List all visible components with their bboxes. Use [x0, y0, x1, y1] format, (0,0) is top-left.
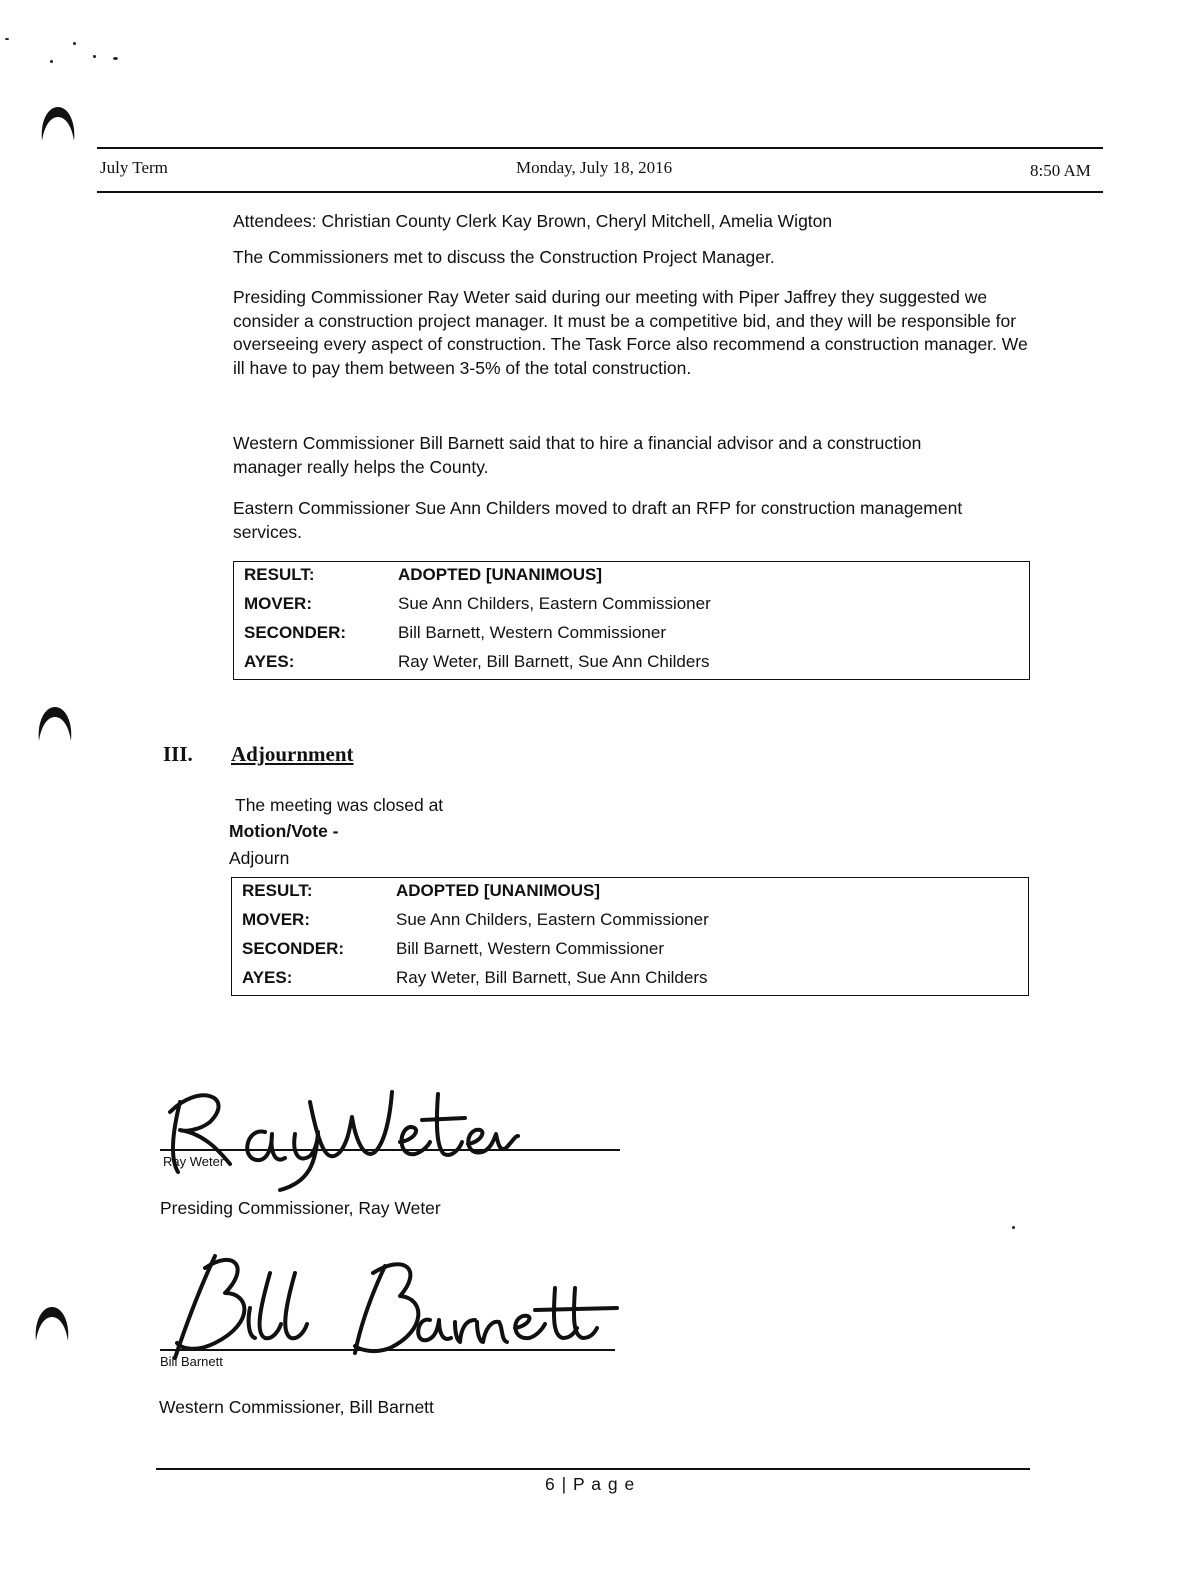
result-label: RESULT:: [242, 881, 313, 900]
footer-rule: [156, 1468, 1030, 1470]
section-title: Adjournment: [231, 742, 354, 766]
scan-speck: [93, 55, 96, 58]
ayes-value: Ray Weter, Bill Barnett, Sue Ann Childers: [398, 652, 710, 671]
ayes-label: AYES:: [244, 652, 295, 671]
result-value: ADOPTED [UNANIMOUS]: [396, 881, 600, 900]
header-term: July Term: [100, 158, 168, 177]
header-date: Monday, July 18, 2016: [516, 158, 673, 177]
childers-motion: Eastern Commissioner Sue Ann Childers moved to draft an RFP for construction management services.: [233, 498, 963, 542]
header-rule-top: [97, 147, 1103, 149]
weter-statement: Presiding Commissioner Ray Weter said during our meeting with Piper Jaffrey they suggested we consider a construction project manager. It must be a competitive bid, and they will be responsible for overseeing every aspect of construction. The Task Force also recommend a construction manager. We ill have to pay them between 3-5% of the total construction.: [233, 287, 1028, 378]
result-value: ADOPTED [UNANIMOUS]: [398, 565, 602, 584]
seconder-value: Bill Barnett, Western Commissioner: [398, 623, 666, 642]
mover-label: MOVER:: [244, 594, 312, 613]
intro-text: The Commissioners met to discuss the Construction Project Manager.: [233, 247, 775, 267]
adjourn-label: Adjourn: [229, 848, 290, 868]
page-separator: |: [561, 1474, 568, 1494]
hole-punch-mark: [38, 103, 78, 145]
mover-label: MOVER:: [242, 910, 310, 929]
scan-speck: [113, 57, 118, 60]
meeting-closed-text: The meeting was closed at: [235, 795, 444, 815]
signature-printed-name: Bill Barnett: [160, 1354, 223, 1369]
header-rule-bottom: [97, 191, 1103, 193]
seconder-value: Bill Barnett, Western Commissioner: [396, 939, 664, 958]
page-footer: [545, 1474, 635, 1495]
hole-punch-mark: [32, 1303, 72, 1345]
seconder-label: SECONDER:: [244, 623, 347, 642]
hole-punch-mark: [35, 703, 75, 745]
ayes-value: Ray Weter, Bill Barnett, Sue Ann Childers: [396, 968, 708, 987]
header-time: 8:50 AM: [1030, 161, 1091, 180]
page-label: P a g e: [573, 1474, 636, 1494]
attendees-text: Attendees: Christian County Clerk Kay Brown, Cheryl Mitchell, Amelia Wigton: [233, 211, 833, 231]
vote-result-box: [231, 877, 1029, 996]
vote-result-box: [233, 561, 1030, 680]
signature-caption: Western Commissioner, Bill Barnett: [159, 1397, 434, 1417]
seconder-label: SECONDER:: [242, 939, 345, 958]
signature-line: [160, 1149, 620, 1151]
signature-line: [160, 1349, 615, 1351]
mover-value: Sue Ann Childers, Eastern Commissioner: [396, 910, 709, 929]
section-number: III.: [163, 742, 193, 766]
barnett-statement: Western Commissioner Bill Barnett said that to hire a financial advisor and a construction manager really helps the County.: [233, 433, 922, 477]
signature-ray-weter: [160, 1072, 530, 1192]
scan-speck: [1012, 1226, 1015, 1229]
signature-caption: Presiding Commissioner, Ray Weter: [160, 1198, 441, 1218]
page-number: 6: [545, 1474, 556, 1494]
ayes-label: AYES:: [242, 968, 293, 987]
result-label: RESULT:: [244, 565, 315, 584]
scan-speck: [50, 60, 53, 63]
motion-vote-label: Motion/Vote -: [229, 821, 339, 841]
scan-speck: [73, 42, 76, 45]
mover-value: Sue Ann Childers, Eastern Commissioner: [398, 594, 711, 613]
scan-speck: [5, 38, 9, 40]
signature-printed-name: Ray Weter: [163, 1154, 225, 1169]
